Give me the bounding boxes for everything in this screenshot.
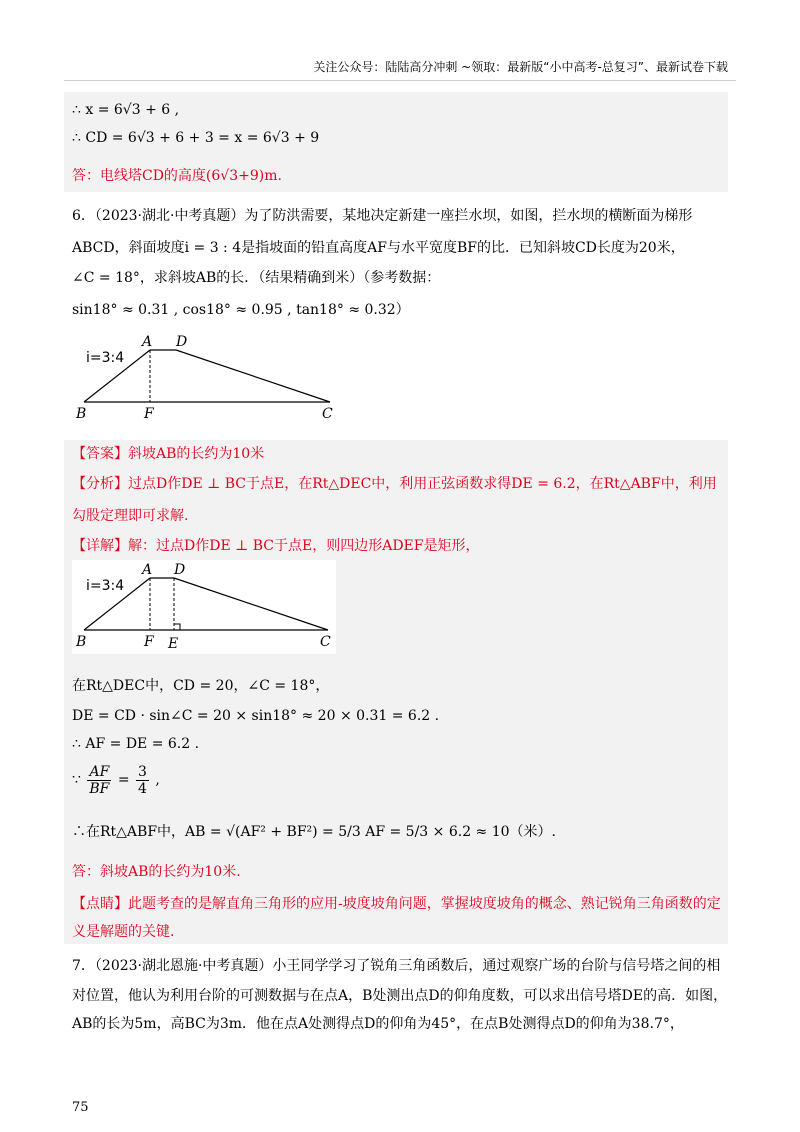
frac-den-4: 4 — [138, 780, 147, 797]
page-number: 75 — [72, 1100, 89, 1115]
label-d: D — [176, 334, 188, 350]
analysis-line-1: 【分析】过点D作DE ⊥ BC于点E，在Rt△DEC中，利用正弦函数求得DE = 6.2，在Rt△ABF中，利用 — [72, 476, 717, 492]
label-a: A — [142, 334, 153, 350]
header-divider — [64, 80, 736, 81]
q6-line-3: ∠C = 18°，求斜坡AB的长．（结果精确到米）（参考数据： — [72, 270, 441, 286]
line-dc — [176, 350, 330, 402]
detail-line: 【详解】解：过点D作DE ⊥ BC于点E，则四边形ADEF是矩形， — [72, 538, 480, 554]
q7-line-3: AB的长为5m，高BC为3m．他在点A处测得点D的仰角为45°，在点B处测得点D的仰角为38.7°， — [72, 1016, 684, 1032]
q6-line-1: 6．（2023·湖北·中考真题）为了防洪需要，某地决定新建一座拦水坝，如图，拦水坝的横断面为梯形 — [72, 208, 693, 224]
solution-line-2: DE = CD · sin∠C = 20 × sin18° ≈ 20 × 0.31 = 6.2 . — [72, 708, 440, 724]
page-header: 关注公众号：陆陆高分冲刺 ~领取：最新版“小中高考-总复习”、最新试卷下载 — [313, 60, 728, 74]
prev-line-1: ∴ x = 6√3 + 6 , — [72, 102, 180, 118]
fraction-af-bf — [87, 764, 111, 797]
q7-line-1: 7．（2023·湖北恩施·中考真题）小王同学学习了锐角三角函数后，通过观察广场的台阶与信号塔之间的相 — [72, 958, 721, 974]
figure-2-background — [72, 560, 336, 654]
answer-line: 【答案】斜坡AB的长约为10米 — [72, 446, 265, 462]
comma: , — [155, 772, 160, 788]
solution-line-3: ∴ AF = DE = 6.2 . — [72, 736, 200, 752]
label-b: B — [76, 406, 87, 422]
trapezoid-figure-2 — [72, 560, 336, 654]
analysis-line-2: 勾股定理即可求解. — [72, 508, 189, 524]
label-e-2: E — [168, 636, 179, 652]
point-line-1: 【点睛】此题考查的是解直角三角形的应用-坡度坡角问题，掌握坡度坡角的概念、熟记锐角三角函数的定 — [72, 896, 721, 912]
label-f-2: F — [144, 634, 154, 650]
label-c: C — [322, 406, 333, 422]
prev-answer: 答：电线塔CD的高度(6√3+9)m. — [72, 168, 282, 184]
q7-line-2: 对位置，他认为利用台阶的可测数据与在点A，B处测出点D的仰角度数，可以求出信号塔DE的高．如图， — [72, 988, 728, 1004]
solution-line-5: ∴在Rt△ABF中，AB = √(AF² + BF²) = 5/3 AF = 5/3 × 6.2 ≈ 10（米）. — [72, 824, 556, 840]
q6-line-4: sin18° ≈ 0.31 , cos18° ≈ 0.95 , tan18° ≈ 0.32） — [72, 302, 410, 318]
fraction-3-4 — [136, 764, 149, 797]
slope-label-2: i=3:4 — [86, 578, 125, 594]
solution-answer: 答：斜坡AB的长约为10米. — [72, 864, 241, 880]
label-a-2: A — [142, 562, 153, 578]
point-line-2: 义是解题的关键. — [72, 924, 175, 940]
solution-line-1: 在Rt△DEC中，CD = 20，∠C = 18°， — [72, 678, 330, 694]
trapezoid-figure-1 — [72, 330, 342, 430]
frac-num-3: 3 — [138, 763, 147, 780]
label-b-2: B — [76, 634, 87, 650]
because-symbol: ∵ — [72, 772, 81, 788]
frac-num-af: AF — [87, 764, 111, 781]
equals-sign: = — [117, 772, 130, 788]
frac-den-bf: BF — [89, 780, 110, 797]
label-f: F — [144, 406, 154, 422]
q6-line-2: ABCD，斜面坡度i = 3 : 4是指坡面的铅直高度AF与水平宽度BF的比．已知斜坡CD长度为20米， — [72, 240, 685, 256]
solution-line-4 — [72, 762, 160, 798]
slope-label: i=3:4 — [86, 350, 125, 366]
label-c-2: C — [320, 634, 331, 650]
label-d-2: D — [174, 562, 186, 578]
prev-line-2: ∴ CD = 6√3 + 6 + 3 = x = 6√3 + 9 — [72, 130, 320, 146]
